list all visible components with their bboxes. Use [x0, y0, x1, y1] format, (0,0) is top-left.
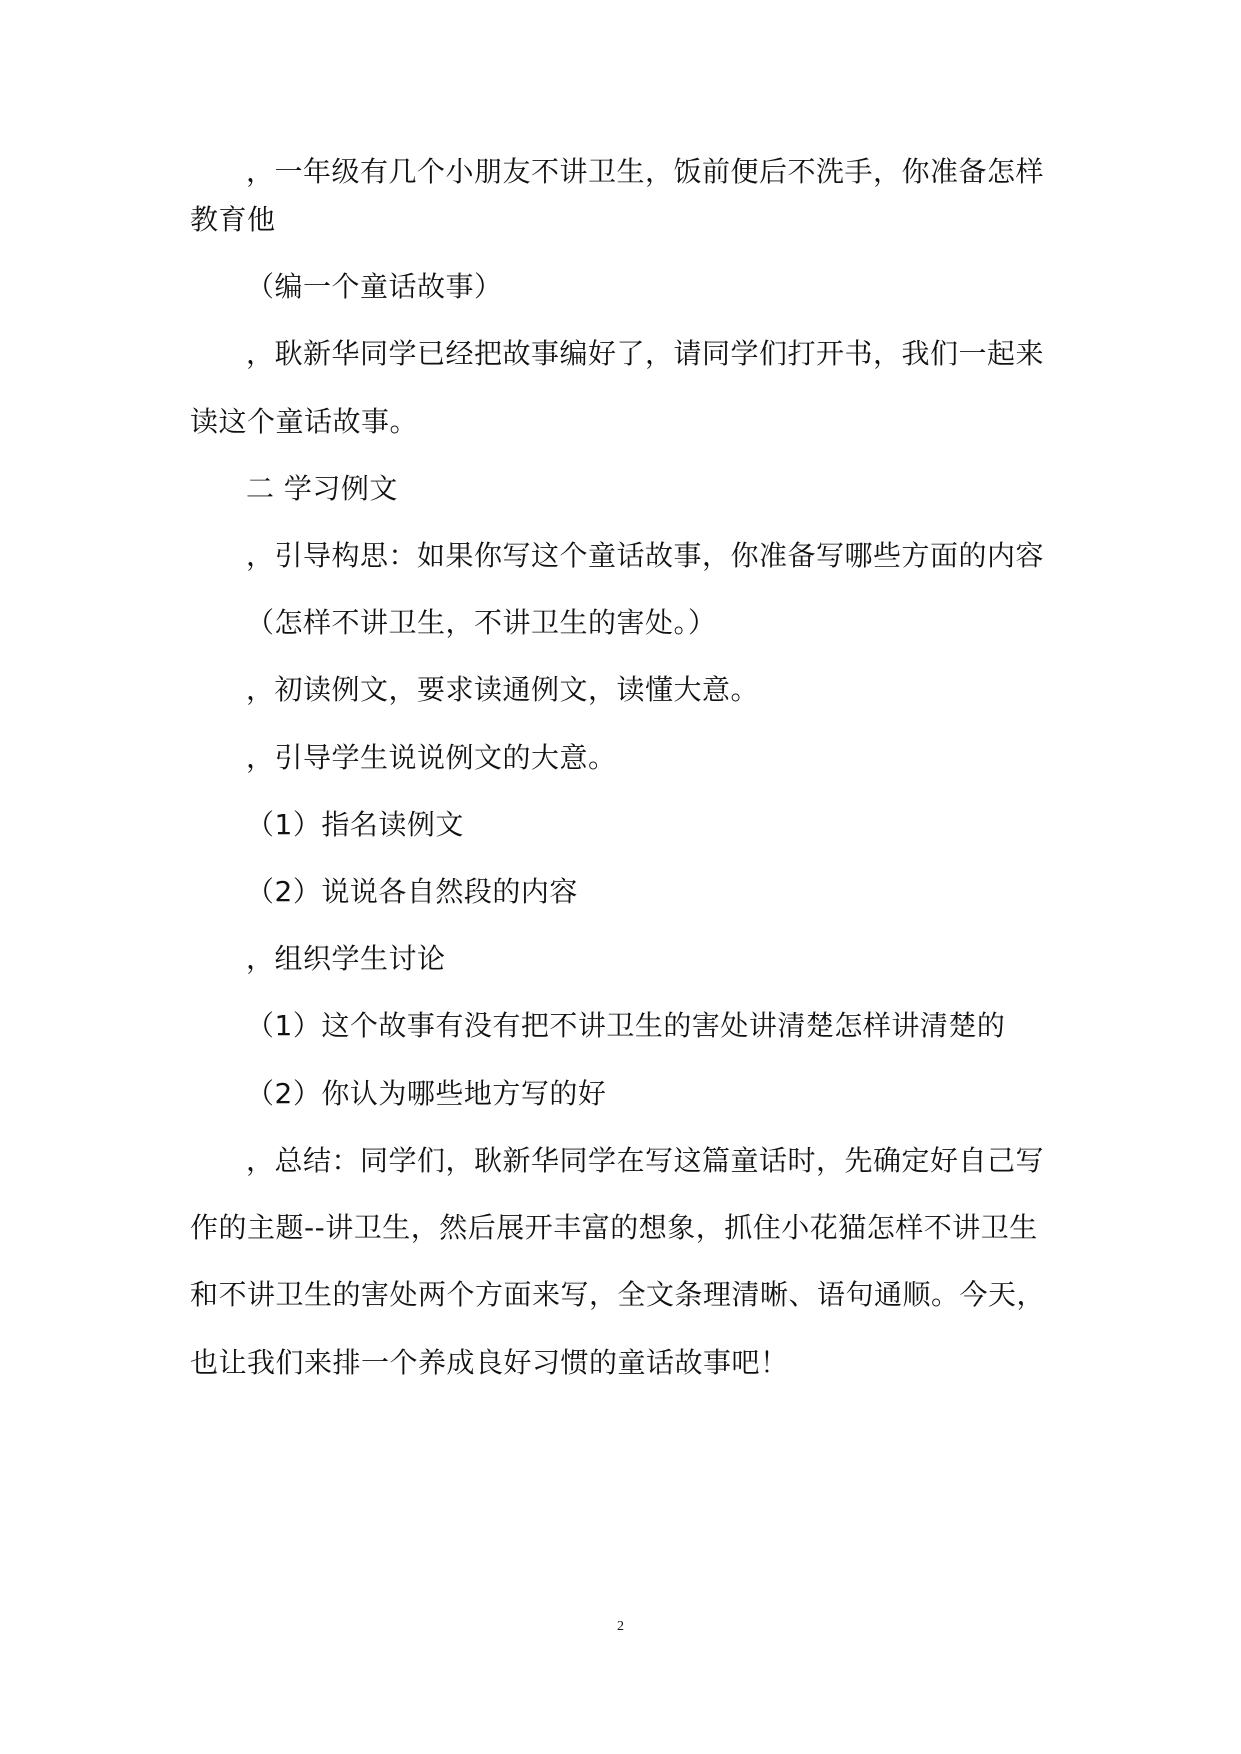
text-line: ，引导构思：如果你写这个童话故事，你准备写哪些方面的内容 — [246, 539, 1045, 572]
text-line: ，耿新华同学已经把故事编好了，请同学们打开书，我们一起来 — [246, 337, 1045, 370]
text-line: （编一个童话故事） — [246, 270, 503, 303]
text-line: ，一年级有几个小朋友不讲卫生，饭前便后不洗手，你准备怎样 — [246, 155, 1045, 188]
text-line: ，初读例文，要求读通例文，读懂大意。 — [246, 673, 760, 706]
text-line: 读这个童话故事。 — [190, 405, 419, 438]
text-line: 作的主题--讲卫生，然后展开丰富的想象，抓住小花猫怎样不讲卫生 — [190, 1211, 1038, 1244]
text-line: （2）你认为哪些地方写的好 — [246, 1077, 607, 1110]
text-line: （怎样不讲卫生，不讲卫生的害处。） — [246, 606, 717, 639]
text-line: ，组织学生讨论 — [246, 942, 446, 975]
text-line: ，引导学生说说例文的大意。 — [246, 741, 617, 774]
text-line: 也让我们来排一个养成良好习惯的童话故事吧！ — [190, 1346, 789, 1379]
text-line: ，总结：同学们，耿新华同学在写这篇童话时，先确定好自己写 — [246, 1144, 1045, 1177]
text-line: （2）说说各自然段的内容 — [246, 875, 578, 908]
text-line: 和不讲卫生的害处两个方面来写，全文条理清晰、语句通顺。今天， — [190, 1278, 1046, 1311]
text-line: （1）指名读例文 — [246, 808, 464, 841]
section-heading: 二 学习例文 — [246, 472, 398, 505]
text-line: 教育他 — [190, 203, 276, 236]
page-number: 2 — [617, 1619, 624, 1634]
text-line: （1）这个故事有没有把不讲卫生的害处讲清楚怎样讲清楚的 — [246, 1009, 1006, 1042]
